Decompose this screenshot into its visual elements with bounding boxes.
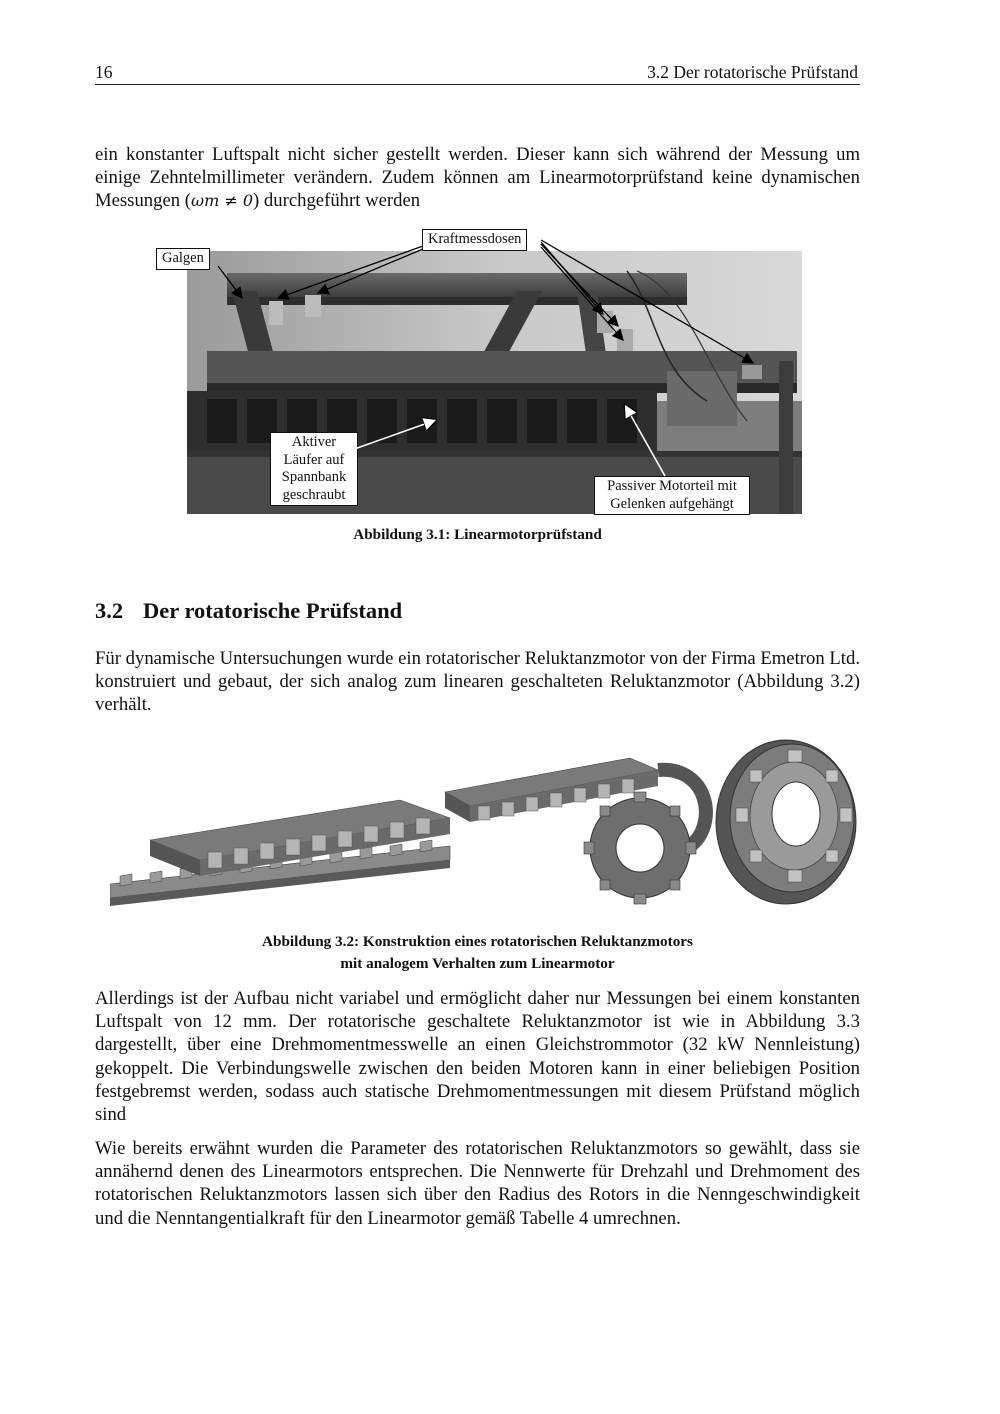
- linear-motor-model: [110, 800, 450, 906]
- transition-motor-model: [445, 758, 706, 904]
- label-kraftmessdosen: Kraftmessdosen: [422, 229, 527, 251]
- label-passiver-motorteil: Passiver Motorteil mit Gelenken aufgehängt: [594, 476, 750, 515]
- paragraph-3: Wie bereits erwähnt wurden die Parameter des rotatorischen Reluktanzmotors so gewählt, dass sie annähernd denen des Linearmotors entsprechen. Die Nennwerte für Drehzahl und Drehmoment des rotatorischen Reluktanzmotors lassen sich über den Radius des Rotors in die Nenngeschwindigkeit und die Nenntangentialkraft für den Linearmotor gemäß Tabelle 4 umrechnen.: [95, 1138, 860, 1229]
- figure2-caption: Abbildung 3.2: Konstruktion eines rotatorischen Reluktanzmotors mit analogem Verhalten zum Linearmotor: [262, 933, 693, 972]
- section-title: Der rotatorische Prüfstand: [143, 598, 403, 623]
- section-heading: [95, 598, 402, 624]
- figure1-caption: Abbildung 3.1: Linearmotorprüfstand: [353, 526, 602, 543]
- page-header: [95, 62, 860, 85]
- formula: ωm ≠ 0: [191, 191, 254, 211]
- running-title: 3.2 Der rotatorische Prüfstand: [647, 62, 858, 82]
- label-aktiver-laeufer: Aktiver Läufer auf Spannbank geschraubt: [270, 432, 358, 506]
- label-galgen: Galgen: [156, 248, 210, 270]
- rotary-motor-model: [716, 740, 856, 904]
- intro-paragraph: ein konstanter Luftspalt nicht sicher gestellt werden. Dieser kann sich während der Messung um einige Zehntelmillimeter verändern. Zudem können am Linearmotorprüfstand keine dynamischen Messungen (ωm ≠ 0) durchgeführt werden: [95, 144, 860, 212]
- paragraph-2: Allerdings ist der Aufbau nicht variabel und ermöglicht daher nur Messungen bei einem konstanten Luftspalt von 12 mm. Der rotatorische geschaltete Reluktanzmotor ist wie in Abbildung 3.3 dargestellt, über eine Drehmomentmesswelle an einen Gleichstrommotor (32 kW Nennleistung) gekoppelt. Die Verbindungswelle zwischen den beiden Motoren kann in einer beliebigen Position festgebremst werden, sodass auch statische Drehmomentmessungen mit diesem Prüfstand möglich sind: [95, 988, 860, 1126]
- paragraph-1: Für dynamische Untersuchungen wurde ein rotatorischer Reluktanzmotor von der Firma Emetron Ltd. konstruiert und gebaut, der sich analog zum linearen geschalteten Reluktanzmotor (Abbildung 3.2) verhält.: [95, 648, 860, 716]
- page-number: 16: [95, 62, 113, 82]
- reluctance-motor-construction-figure: [110, 736, 870, 906]
- section-number: 3.2: [95, 598, 124, 623]
